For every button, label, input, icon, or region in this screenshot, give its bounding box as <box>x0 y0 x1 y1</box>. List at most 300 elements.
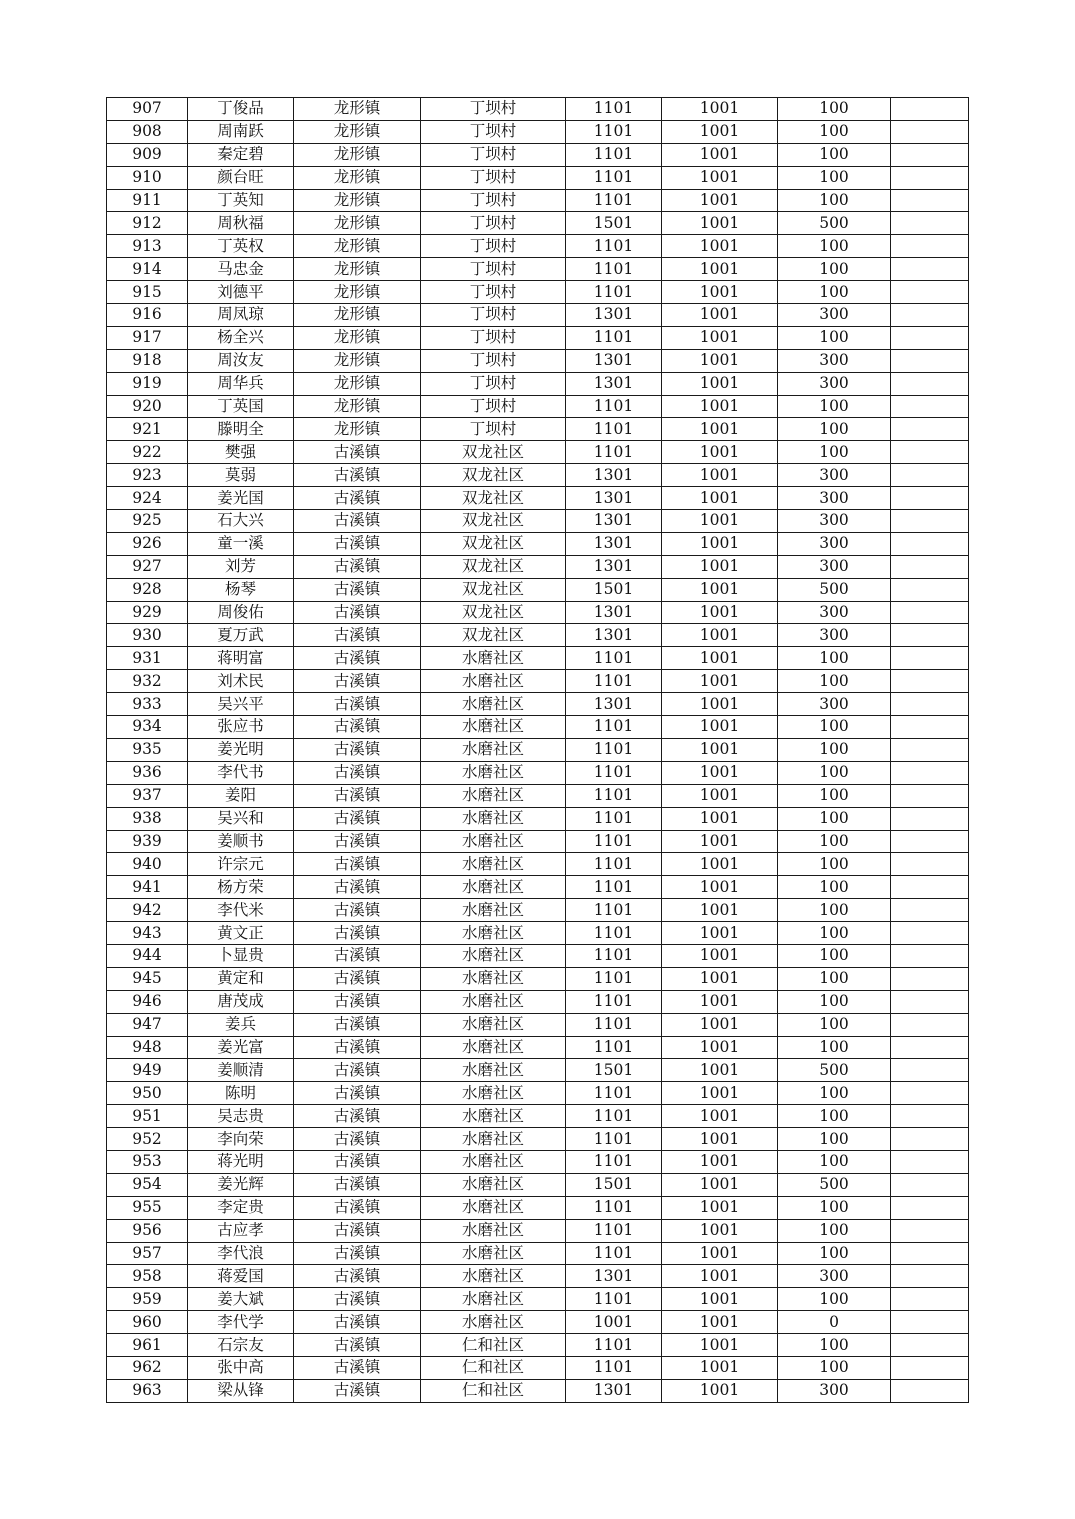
amount-cell: 300 <box>778 601 891 624</box>
row-number-cell: 917 <box>107 326 188 349</box>
village-cell: 水磨社区 <box>421 967 566 990</box>
town-cell: 龙形镇 <box>294 349 421 372</box>
value-a-cell: 1301 <box>566 464 662 487</box>
row-number-cell: 954 <box>107 1173 188 1196</box>
row-number-cell: 962 <box>107 1356 188 1379</box>
town-cell: 古溪镇 <box>294 1036 421 1059</box>
name-cell: 张应书 <box>188 716 294 739</box>
remark-cell <box>891 143 969 166</box>
value-b-cell: 1001 <box>662 1059 778 1082</box>
value-b-cell: 1001 <box>662 1288 778 1311</box>
amount-cell: 300 <box>778 1379 891 1402</box>
value-a-cell: 1101 <box>566 120 662 143</box>
table-row <box>107 166 969 189</box>
value-a-cell: 1101 <box>566 1013 662 1036</box>
row-number-cell: 959 <box>107 1288 188 1311</box>
table-row <box>107 1311 969 1334</box>
row-number-cell: 946 <box>107 990 188 1013</box>
row-number-cell: 943 <box>107 922 188 945</box>
value-a-cell: 1501 <box>566 1173 662 1196</box>
row-number-cell: 956 <box>107 1219 188 1242</box>
value-a-cell: 1101 <box>566 1334 662 1357</box>
row-number-cell: 922 <box>107 441 188 464</box>
value-b-cell: 1001 <box>662 166 778 189</box>
name-cell: 刘芳 <box>188 555 294 578</box>
value-a-cell: 1101 <box>566 670 662 693</box>
town-cell: 古溪镇 <box>294 944 421 967</box>
town-cell: 龙形镇 <box>294 235 421 258</box>
remark-cell <box>891 304 969 327</box>
name-cell: 周汝友 <box>188 349 294 372</box>
value-a-cell: 1101 <box>566 98 662 121</box>
remark-cell <box>891 120 969 143</box>
row-number-cell: 948 <box>107 1036 188 1059</box>
remark-cell <box>891 1013 969 1036</box>
table-row <box>107 304 969 327</box>
value-b-cell: 1001 <box>662 418 778 441</box>
remark-cell <box>891 761 969 784</box>
remark-cell <box>891 944 969 967</box>
value-b-cell: 1001 <box>662 853 778 876</box>
remark-cell <box>891 853 969 876</box>
row-number-cell: 937 <box>107 784 188 807</box>
remark-cell <box>891 967 969 990</box>
remark-cell <box>891 441 969 464</box>
value-a-cell: 1301 <box>566 1379 662 1402</box>
row-number-cell: 952 <box>107 1128 188 1151</box>
amount-cell: 300 <box>778 555 891 578</box>
row-number-cell: 947 <box>107 1013 188 1036</box>
value-b-cell: 1001 <box>662 1356 778 1379</box>
name-cell: 蒋光明 <box>188 1150 294 1173</box>
value-b-cell: 1001 <box>662 441 778 464</box>
table-row <box>107 510 969 533</box>
remark-cell <box>891 738 969 761</box>
village-cell: 丁坝村 <box>421 304 566 327</box>
town-cell: 古溪镇 <box>294 990 421 1013</box>
row-number-cell: 910 <box>107 166 188 189</box>
table-row <box>107 235 969 258</box>
table-row <box>107 120 969 143</box>
town-cell: 古溪镇 <box>294 1150 421 1173</box>
remark-cell <box>891 693 969 716</box>
village-cell: 双龙社区 <box>421 601 566 624</box>
value-b-cell: 1001 <box>662 876 778 899</box>
table-row <box>107 738 969 761</box>
remark-cell <box>891 601 969 624</box>
row-number-cell: 916 <box>107 304 188 327</box>
amount-cell: 100 <box>778 258 891 281</box>
table-row <box>107 944 969 967</box>
town-cell: 龙形镇 <box>294 166 421 189</box>
name-cell: 陈明 <box>188 1082 294 1105</box>
remark-cell <box>891 1379 969 1402</box>
remark-cell <box>891 189 969 212</box>
amount-cell: 100 <box>778 281 891 304</box>
village-cell: 丁坝村 <box>421 372 566 395</box>
table-row <box>107 624 969 647</box>
remark-cell <box>891 876 969 899</box>
remark-cell <box>891 1128 969 1151</box>
row-number-cell: 918 <box>107 349 188 372</box>
table-row <box>107 464 969 487</box>
row-number-cell: 944 <box>107 944 188 967</box>
value-a-cell: 1501 <box>566 212 662 235</box>
table-row <box>107 1196 969 1219</box>
amount-cell: 100 <box>778 670 891 693</box>
name-cell: 梁从锋 <box>188 1379 294 1402</box>
table-row <box>107 578 969 601</box>
name-cell: 唐茂成 <box>188 990 294 1013</box>
village-cell: 丁坝村 <box>421 212 566 235</box>
value-a-cell: 1101 <box>566 189 662 212</box>
value-a-cell: 1101 <box>566 876 662 899</box>
table-row <box>107 349 969 372</box>
value-b-cell: 1001 <box>662 304 778 327</box>
table-row <box>107 1334 969 1357</box>
amount-cell: 300 <box>778 349 891 372</box>
amount-cell: 100 <box>778 120 891 143</box>
amount-cell: 0 <box>778 1311 891 1334</box>
value-b-cell: 1001 <box>662 1242 778 1265</box>
town-cell: 古溪镇 <box>294 1265 421 1288</box>
village-cell: 双龙社区 <box>421 441 566 464</box>
row-number-cell: 963 <box>107 1379 188 1402</box>
name-cell: 杨全兴 <box>188 326 294 349</box>
value-b-cell: 1001 <box>662 967 778 990</box>
row-number-cell: 949 <box>107 1059 188 1082</box>
row-number-cell: 928 <box>107 578 188 601</box>
remark-cell <box>891 1265 969 1288</box>
name-cell: 滕明全 <box>188 418 294 441</box>
remark-cell <box>891 281 969 304</box>
value-a-cell: 1101 <box>566 647 662 670</box>
village-cell: 丁坝村 <box>421 143 566 166</box>
value-a-cell: 1101 <box>566 418 662 441</box>
value-b-cell: 1001 <box>662 1219 778 1242</box>
table-row <box>107 1242 969 1265</box>
remark-cell <box>891 807 969 830</box>
remark-cell <box>891 922 969 945</box>
value-a-cell: 1101 <box>566 1288 662 1311</box>
table-row <box>107 1173 969 1196</box>
remark-cell <box>891 1036 969 1059</box>
amount-cell: 100 <box>778 326 891 349</box>
row-number-cell: 925 <box>107 510 188 533</box>
remark-cell <box>891 899 969 922</box>
amount-cell: 100 <box>778 1105 891 1128</box>
town-cell: 古溪镇 <box>294 464 421 487</box>
row-number-cell: 960 <box>107 1311 188 1334</box>
value-a-cell: 1101 <box>566 1219 662 1242</box>
name-cell: 李代书 <box>188 761 294 784</box>
town-cell: 龙形镇 <box>294 326 421 349</box>
village-cell: 水磨社区 <box>421 784 566 807</box>
row-number-cell: 931 <box>107 647 188 670</box>
village-cell: 水磨社区 <box>421 761 566 784</box>
row-number-cell: 926 <box>107 532 188 555</box>
row-number-cell: 921 <box>107 418 188 441</box>
town-cell: 古溪镇 <box>294 876 421 899</box>
village-cell: 水磨社区 <box>421 670 566 693</box>
row-number-cell: 911 <box>107 189 188 212</box>
village-cell: 丁坝村 <box>421 418 566 441</box>
town-cell: 龙形镇 <box>294 120 421 143</box>
amount-cell: 100 <box>778 990 891 1013</box>
village-cell: 水磨社区 <box>421 1059 566 1082</box>
value-b-cell: 1001 <box>662 555 778 578</box>
village-cell: 双龙社区 <box>421 624 566 647</box>
remark-cell <box>891 372 969 395</box>
value-a-cell: 1301 <box>566 555 662 578</box>
village-cell: 双龙社区 <box>421 555 566 578</box>
remark-cell <box>891 487 969 510</box>
town-cell: 古溪镇 <box>294 738 421 761</box>
name-cell: 刘德平 <box>188 281 294 304</box>
row-number-cell: 927 <box>107 555 188 578</box>
amount-cell: 300 <box>778 1265 891 1288</box>
value-a-cell: 1101 <box>566 899 662 922</box>
table-row <box>107 189 969 212</box>
town-cell: 古溪镇 <box>294 922 421 945</box>
value-b-cell: 1001 <box>662 761 778 784</box>
name-cell: 马忠金 <box>188 258 294 281</box>
village-cell: 仁和社区 <box>421 1334 566 1357</box>
amount-cell: 100 <box>778 807 891 830</box>
village-cell: 水磨社区 <box>421 1173 566 1196</box>
amount-cell: 500 <box>778 1059 891 1082</box>
amount-cell: 300 <box>778 487 891 510</box>
village-cell: 双龙社区 <box>421 487 566 510</box>
name-cell: 古应孝 <box>188 1219 294 1242</box>
amount-cell: 100 <box>778 143 891 166</box>
town-cell: 龙形镇 <box>294 372 421 395</box>
town-cell: 龙形镇 <box>294 418 421 441</box>
table-row <box>107 899 969 922</box>
town-cell: 古溪镇 <box>294 1013 421 1036</box>
amount-cell: 100 <box>778 1013 891 1036</box>
row-number-cell: 950 <box>107 1082 188 1105</box>
table-row <box>107 212 969 235</box>
name-cell: 吴兴和 <box>188 807 294 830</box>
amount-cell: 100 <box>778 418 891 441</box>
amount-cell: 500 <box>778 578 891 601</box>
row-number-cell: 920 <box>107 395 188 418</box>
name-cell: 杨方荣 <box>188 876 294 899</box>
row-number-cell: 957 <box>107 1242 188 1265</box>
name-cell: 许宗元 <box>188 853 294 876</box>
table-row <box>107 830 969 853</box>
village-cell: 水磨社区 <box>421 1013 566 1036</box>
value-a-cell: 1101 <box>566 258 662 281</box>
row-number-cell: 940 <box>107 853 188 876</box>
table-row <box>107 281 969 304</box>
town-cell: 龙形镇 <box>294 143 421 166</box>
amount-cell: 100 <box>778 716 891 739</box>
value-b-cell: 1001 <box>662 693 778 716</box>
table-row <box>107 670 969 693</box>
town-cell: 古溪镇 <box>294 1379 421 1402</box>
town-cell: 古溪镇 <box>294 532 421 555</box>
table-row <box>107 1105 969 1128</box>
value-b-cell: 1001 <box>662 510 778 533</box>
value-b-cell: 1001 <box>662 235 778 258</box>
value-a-cell: 1101 <box>566 1242 662 1265</box>
table-row <box>107 601 969 624</box>
value-a-cell: 1501 <box>566 1059 662 1082</box>
row-number-cell: 953 <box>107 1150 188 1173</box>
table-row <box>107 990 969 1013</box>
row-number-cell: 958 <box>107 1265 188 1288</box>
amount-cell: 100 <box>778 1082 891 1105</box>
remark-cell <box>891 716 969 739</box>
row-number-cell: 934 <box>107 716 188 739</box>
value-a-cell: 1101 <box>566 1105 662 1128</box>
value-a-cell: 1301 <box>566 304 662 327</box>
amount-cell: 100 <box>778 647 891 670</box>
remark-cell <box>891 166 969 189</box>
table-row <box>107 395 969 418</box>
name-cell: 李代浪 <box>188 1242 294 1265</box>
village-cell: 丁坝村 <box>421 98 566 121</box>
village-cell: 丁坝村 <box>421 235 566 258</box>
town-cell: 古溪镇 <box>294 1196 421 1219</box>
amount-cell: 100 <box>778 1219 891 1242</box>
remark-cell <box>891 670 969 693</box>
town-cell: 龙形镇 <box>294 395 421 418</box>
value-b-cell: 1001 <box>662 716 778 739</box>
value-a-cell: 1301 <box>566 372 662 395</box>
name-cell: 吴兴平 <box>188 693 294 716</box>
name-cell: 姜光辉 <box>188 1173 294 1196</box>
amount-cell: 100 <box>778 1334 891 1357</box>
amount-cell: 100 <box>778 1356 891 1379</box>
village-cell: 双龙社区 <box>421 510 566 533</box>
remark-cell <box>891 1196 969 1219</box>
amount-cell: 100 <box>778 441 891 464</box>
amount-cell: 100 <box>778 1242 891 1265</box>
row-number-cell: 929 <box>107 601 188 624</box>
value-a-cell: 1101 <box>566 441 662 464</box>
town-cell: 古溪镇 <box>294 899 421 922</box>
name-cell: 卜显贵 <box>188 944 294 967</box>
amount-cell: 100 <box>778 166 891 189</box>
table-row <box>107 418 969 441</box>
town-cell: 古溪镇 <box>294 1128 421 1151</box>
village-cell: 丁坝村 <box>421 258 566 281</box>
town-cell: 古溪镇 <box>294 555 421 578</box>
name-cell: 张中高 <box>188 1356 294 1379</box>
row-number-cell: 932 <box>107 670 188 693</box>
remark-cell <box>891 235 969 258</box>
remark-cell <box>891 1150 969 1173</box>
row-number-cell: 909 <box>107 143 188 166</box>
remark-cell <box>891 830 969 853</box>
value-b-cell: 1001 <box>662 1311 778 1334</box>
table-row <box>107 1288 969 1311</box>
name-cell: 莫弱 <box>188 464 294 487</box>
village-cell: 丁坝村 <box>421 281 566 304</box>
row-number-cell: 919 <box>107 372 188 395</box>
value-b-cell: 1001 <box>662 143 778 166</box>
amount-cell: 100 <box>778 98 891 121</box>
town-cell: 古溪镇 <box>294 1334 421 1357</box>
name-cell: 姜光明 <box>188 738 294 761</box>
value-a-cell: 1101 <box>566 716 662 739</box>
value-b-cell: 1001 <box>662 395 778 418</box>
town-cell: 龙形镇 <box>294 304 421 327</box>
table-row <box>107 1356 969 1379</box>
remark-cell <box>891 464 969 487</box>
amount-cell: 100 <box>778 235 891 258</box>
value-a-cell: 1101 <box>566 944 662 967</box>
value-b-cell: 1001 <box>662 922 778 945</box>
table-row <box>107 143 969 166</box>
amount-cell: 300 <box>778 304 891 327</box>
name-cell: 周俊佑 <box>188 601 294 624</box>
name-cell: 姜光富 <box>188 1036 294 1059</box>
table-row <box>107 967 969 990</box>
town-cell: 古溪镇 <box>294 1288 421 1311</box>
value-a-cell: 1301 <box>566 532 662 555</box>
village-cell: 水磨社区 <box>421 899 566 922</box>
value-a-cell: 1001 <box>566 1311 662 1334</box>
name-cell: 李代米 <box>188 899 294 922</box>
remark-cell <box>891 395 969 418</box>
table-row <box>107 258 969 281</box>
name-cell: 李代学 <box>188 1311 294 1334</box>
village-cell: 水磨社区 <box>421 922 566 945</box>
town-cell: 古溪镇 <box>294 830 421 853</box>
village-cell: 水磨社区 <box>421 1288 566 1311</box>
table-row <box>107 487 969 510</box>
amount-cell: 100 <box>778 876 891 899</box>
table-row <box>107 1036 969 1059</box>
name-cell: 姜光国 <box>188 487 294 510</box>
village-cell: 水磨社区 <box>421 944 566 967</box>
name-cell: 黄定和 <box>188 967 294 990</box>
village-cell: 水磨社区 <box>421 830 566 853</box>
village-cell: 水磨社区 <box>421 1219 566 1242</box>
town-cell: 龙形镇 <box>294 258 421 281</box>
table-row <box>107 1219 969 1242</box>
name-cell: 周南跃 <box>188 120 294 143</box>
row-number-cell: 938 <box>107 807 188 830</box>
town-cell: 古溪镇 <box>294 1311 421 1334</box>
value-a-cell: 1101 <box>566 235 662 258</box>
name-cell: 姜顺书 <box>188 830 294 853</box>
row-number-cell: 935 <box>107 738 188 761</box>
village-cell: 仁和社区 <box>421 1379 566 1402</box>
value-a-cell: 1301 <box>566 693 662 716</box>
name-cell: 丁英权 <box>188 235 294 258</box>
table-row <box>107 922 969 945</box>
row-number-cell: 955 <box>107 1196 188 1219</box>
row-number-cell: 942 <box>107 899 188 922</box>
row-number-cell: 915 <box>107 281 188 304</box>
amount-cell: 300 <box>778 693 891 716</box>
remark-cell <box>891 349 969 372</box>
remark-cell <box>891 1059 969 1082</box>
town-cell: 古溪镇 <box>294 1242 421 1265</box>
town-cell: 古溪镇 <box>294 967 421 990</box>
remark-cell <box>891 1082 969 1105</box>
value-a-cell: 1101 <box>566 761 662 784</box>
remark-cell <box>891 1219 969 1242</box>
village-cell: 水磨社区 <box>421 1105 566 1128</box>
amount-cell: 100 <box>778 189 891 212</box>
value-a-cell: 1101 <box>566 784 662 807</box>
